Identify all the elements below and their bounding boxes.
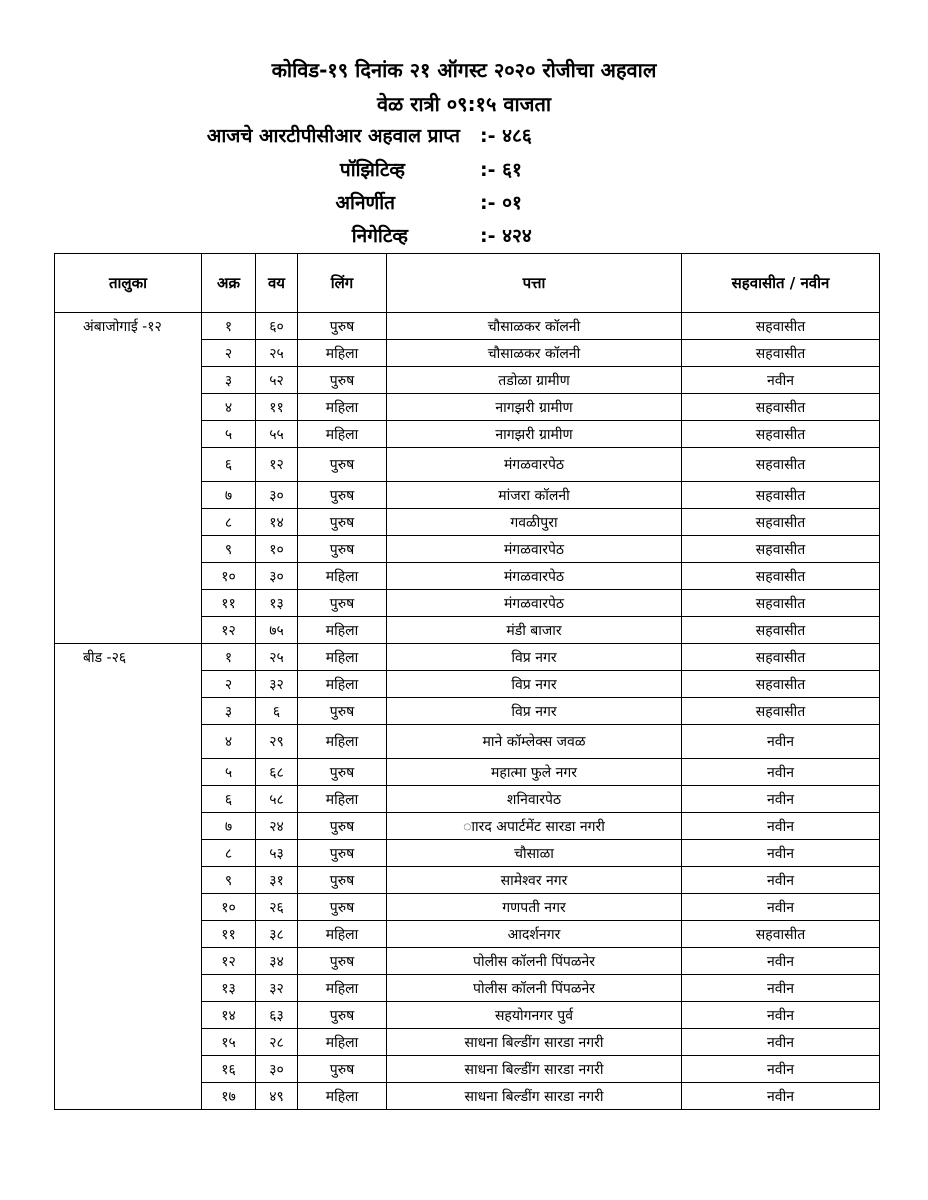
- header-age: वय: [256, 254, 298, 313]
- cell-age: १३: [256, 590, 298, 617]
- cell-taluka: [55, 617, 202, 644]
- header-serial: अक्र: [202, 254, 256, 313]
- cell-serial: १: [202, 644, 256, 671]
- cell-taluka: [55, 448, 202, 482]
- table-row: [55, 1083, 880, 1110]
- cell-serial: १३: [202, 975, 256, 1002]
- cell-status: सहवासीत: [682, 536, 880, 563]
- cell-taluka: [55, 759, 202, 786]
- cell-gender: महिला: [298, 617, 387, 644]
- cell-age: १४: [256, 509, 298, 536]
- cell-serial: ९: [202, 867, 256, 894]
- cell-serial: १०: [202, 894, 256, 921]
- table-row: [55, 394, 880, 421]
- header-status: सहवासीत / नवीन: [682, 254, 880, 313]
- cell-status: नवीन: [682, 786, 880, 813]
- header-address: पत्ता: [387, 254, 682, 313]
- cell-serial: १२: [202, 617, 256, 644]
- cell-status: सहवासीत: [682, 509, 880, 536]
- cell-address: ाारद अपार्टमेंट सारडा नगरी: [387, 813, 682, 840]
- cell-serial: ५: [202, 421, 256, 448]
- cell-status: नवीन: [682, 975, 880, 1002]
- cell-address: गवळीपुरा: [387, 509, 682, 536]
- cell-taluka: [55, 671, 202, 698]
- cell-address: पोलीस कॉलनी पिंपळनेर: [387, 948, 682, 975]
- cell-address: गणपती नगर: [387, 894, 682, 921]
- cell-status: नवीन: [682, 813, 880, 840]
- cell-age: ५२: [256, 367, 298, 394]
- summary-positive-row: [0, 156, 928, 186]
- cell-serial: १२: [202, 948, 256, 975]
- cell-status: सहवासीत: [682, 340, 880, 367]
- cell-status: सहवासीत: [682, 590, 880, 617]
- cell-address: नागझरी ग्रामीण: [387, 421, 682, 448]
- table-row: [55, 840, 880, 867]
- table-row: [55, 1056, 880, 1083]
- cell-taluka: [55, 975, 202, 1002]
- table-row: [55, 867, 880, 894]
- cell-taluka: [55, 394, 202, 421]
- cell-gender: महिला: [298, 671, 387, 698]
- cell-status: नवीन: [682, 1056, 880, 1083]
- cell-taluka: अंबाजोगाई -१२: [55, 313, 202, 340]
- cell-serial: १०: [202, 563, 256, 590]
- cell-address: तडोळा ग्रामीण: [387, 367, 682, 394]
- cell-gender: महिला: [298, 394, 387, 421]
- summary-negative-value: :- ४२४: [480, 225, 532, 247]
- cell-serial: ५: [202, 759, 256, 786]
- cell-address: महात्मा फुले नगर: [387, 759, 682, 786]
- cell-status: सहवासीत: [682, 921, 880, 948]
- cell-gender: महिला: [298, 725, 387, 759]
- cell-status: नवीन: [682, 725, 880, 759]
- cell-taluka: [55, 1029, 202, 1056]
- cell-serial: १: [202, 313, 256, 340]
- cell-taluka: [55, 894, 202, 921]
- cell-status: नवीन: [682, 948, 880, 975]
- cell-age: ३२: [256, 975, 298, 1002]
- cell-status: नवीन: [682, 367, 880, 394]
- cell-taluka: [55, 590, 202, 617]
- cell-serial: ३: [202, 367, 256, 394]
- cell-taluka: [55, 1002, 202, 1029]
- table-row: [55, 563, 880, 590]
- cases-table: [54, 253, 880, 1110]
- report-time: वेळ रात्री ०९:१५ वाजता: [376, 92, 552, 116]
- cell-taluka: [55, 340, 202, 367]
- cell-age: ११: [256, 394, 298, 421]
- cell-status: सहवासीत: [682, 698, 880, 725]
- cell-address: साधना बिल्डींग सारडा नगरी: [387, 1083, 682, 1110]
- cell-address: सहयोगनगर पुर्व: [387, 1002, 682, 1029]
- cell-address: नागझरी ग्रामीण: [387, 394, 682, 421]
- cell-taluka: [55, 509, 202, 536]
- cell-age: ६०: [256, 313, 298, 340]
- cell-serial: ७: [202, 482, 256, 509]
- header-gender: लिंग: [298, 254, 387, 313]
- cell-gender: महिला: [298, 1083, 387, 1110]
- cell-taluka: [55, 725, 202, 759]
- table-row: [55, 948, 880, 975]
- cell-address: मंगळवारपेठ: [387, 536, 682, 563]
- cell-age: ३०: [256, 482, 298, 509]
- cell-age: ६: [256, 698, 298, 725]
- table-row: [55, 509, 880, 536]
- cell-gender: पुरुष: [298, 948, 387, 975]
- cell-serial: २: [202, 340, 256, 367]
- cell-gender: महिला: [298, 340, 387, 367]
- cell-serial: ६: [202, 448, 256, 482]
- cell-age: ३८: [256, 921, 298, 948]
- cell-address: साधना बिल्डींग सारडा नगरी: [387, 1029, 682, 1056]
- cell-gender: पुरुष: [298, 813, 387, 840]
- cell-address: विप्र नगर: [387, 671, 682, 698]
- cell-taluka: [55, 421, 202, 448]
- cell-gender: पुरुष: [298, 840, 387, 867]
- table-row: [55, 536, 880, 563]
- table-row: [55, 590, 880, 617]
- cell-taluka: बीड -२६: [55, 644, 202, 671]
- cell-serial: २: [202, 671, 256, 698]
- cell-gender: पुरुष: [298, 894, 387, 921]
- summary-inconclusive-label: अनिर्णीत: [335, 192, 395, 214]
- cell-address: चौसाळकर कॉलनी: [387, 340, 682, 367]
- cell-address: आदर्शनगर: [387, 921, 682, 948]
- cell-taluka: [55, 698, 202, 725]
- table-row: [55, 921, 880, 948]
- cell-gender: महिला: [298, 421, 387, 448]
- cell-age: २४: [256, 813, 298, 840]
- cell-address: मांजरा कॉलनी: [387, 482, 682, 509]
- table-row: [55, 367, 880, 394]
- table-row: [55, 759, 880, 786]
- cell-age: ५५: [256, 421, 298, 448]
- cell-status: सहवासीत: [682, 313, 880, 340]
- cell-serial: १६: [202, 1056, 256, 1083]
- table-row: [55, 421, 880, 448]
- cell-gender: पुरुष: [298, 536, 387, 563]
- cell-age: २८: [256, 1029, 298, 1056]
- cell-serial: ४: [202, 725, 256, 759]
- cell-serial: ११: [202, 590, 256, 617]
- cell-status: सहवासीत: [682, 448, 880, 482]
- cell-gender: पुरुष: [298, 509, 387, 536]
- cell-age: ३४: [256, 948, 298, 975]
- table-row: [55, 1002, 880, 1029]
- cell-address: चौसाळकर कॉलनी: [387, 313, 682, 340]
- cell-age: ५८: [256, 786, 298, 813]
- cell-address: साधना बिल्डींग सारडा नगरी: [387, 1056, 682, 1083]
- cell-age: २५: [256, 340, 298, 367]
- cell-gender: महिला: [298, 563, 387, 590]
- cell-status: नवीन: [682, 1083, 880, 1110]
- cell-status: नवीन: [682, 867, 880, 894]
- cell-age: २५: [256, 644, 298, 671]
- cell-gender: महिला: [298, 644, 387, 671]
- cell-age: ३२: [256, 671, 298, 698]
- summary-inconclusive-value: :- ०१: [480, 192, 522, 214]
- table-row: [55, 894, 880, 921]
- cell-serial: १५: [202, 1029, 256, 1056]
- cell-serial: ११: [202, 921, 256, 948]
- cell-serial: ८: [202, 840, 256, 867]
- cell-gender: पुरुष: [298, 448, 387, 482]
- cell-age: २६: [256, 894, 298, 921]
- cell-age: ३१: [256, 867, 298, 894]
- cell-gender: पुरुष: [298, 1002, 387, 1029]
- cell-gender: पुरुष: [298, 367, 387, 394]
- table-row: [55, 482, 880, 509]
- cell-gender: पुरुष: [298, 698, 387, 725]
- cell-address: मंगळवारपेठ: [387, 590, 682, 617]
- cell-age: ५३: [256, 840, 298, 867]
- cell-status: नवीन: [682, 840, 880, 867]
- cell-age: २९: [256, 725, 298, 759]
- cell-taluka: [55, 367, 202, 394]
- cell-serial: ३: [202, 698, 256, 725]
- cell-gender: पुरुष: [298, 590, 387, 617]
- cell-taluka: [55, 536, 202, 563]
- cell-address: मंगळवारपेठ: [387, 563, 682, 590]
- cell-status: सहवासीत: [682, 421, 880, 448]
- summary-negative-label: निगेटिव्ह: [351, 225, 408, 247]
- table-row: [55, 786, 880, 813]
- cell-serial: १७: [202, 1083, 256, 1110]
- cell-gender: महिला: [298, 921, 387, 948]
- cell-address: पोलीस कॉलनी पिंपळनेर: [387, 975, 682, 1002]
- cell-serial: ८: [202, 509, 256, 536]
- summary-received-value: :- ४८६: [480, 125, 532, 147]
- cell-gender: पुरुष: [298, 1056, 387, 1083]
- cell-taluka: [55, 867, 202, 894]
- cell-status: सहवासीत: [682, 617, 880, 644]
- cell-serial: ६: [202, 786, 256, 813]
- cell-address: विप्र नगर: [387, 698, 682, 725]
- cell-gender: महिला: [298, 1029, 387, 1056]
- cell-taluka: [55, 840, 202, 867]
- summary-positive-value: :- ६१: [480, 159, 522, 181]
- table-row: [55, 698, 880, 725]
- cell-age: ६८: [256, 759, 298, 786]
- cell-status: नवीन: [682, 759, 880, 786]
- cell-age: ३०: [256, 1056, 298, 1083]
- table-row: [55, 617, 880, 644]
- summary-received-row: [0, 122, 928, 152]
- cell-age: ४९: [256, 1083, 298, 1110]
- cell-serial: १४: [202, 1002, 256, 1029]
- cell-address: शनिवारपेठ: [387, 786, 682, 813]
- header-taluka: तालुका: [55, 254, 202, 313]
- cell-status: सहवासीत: [682, 644, 880, 671]
- cell-status: सहवासीत: [682, 482, 880, 509]
- cell-age: १०: [256, 536, 298, 563]
- cell-taluka: [55, 482, 202, 509]
- cell-status: नवीन: [682, 1002, 880, 1029]
- cell-status: सहवासीत: [682, 671, 880, 698]
- cell-status: सहवासीत: [682, 563, 880, 590]
- report-title: कोविड-१९ दिनांक २१ ऑगस्ट २०२० रोजीचा अहवाल: [271, 58, 657, 82]
- cell-taluka: [55, 921, 202, 948]
- cell-address: विप्र नगर: [387, 644, 682, 671]
- table-row: [55, 975, 880, 1002]
- cell-address: मंडी बाजार: [387, 617, 682, 644]
- cell-status: नवीन: [682, 894, 880, 921]
- cell-taluka: [55, 948, 202, 975]
- table-header-row: [55, 254, 880, 313]
- table-row: [55, 313, 880, 340]
- cell-serial: ४: [202, 394, 256, 421]
- summary-positive-label: पॉझिटिव्ह: [339, 159, 405, 181]
- cell-gender: पुरुष: [298, 867, 387, 894]
- cell-age: ६३: [256, 1002, 298, 1029]
- cell-gender: महिला: [298, 786, 387, 813]
- cell-gender: पुरुष: [298, 482, 387, 509]
- summary-inconclusive-row: [0, 189, 928, 219]
- cell-gender: पुरुष: [298, 313, 387, 340]
- table-row: [55, 725, 880, 759]
- cell-status: सहवासीत: [682, 394, 880, 421]
- table-row: [55, 448, 880, 482]
- cell-taluka: [55, 813, 202, 840]
- cell-taluka: [55, 563, 202, 590]
- cell-taluka: [55, 786, 202, 813]
- cell-status: नवीन: [682, 1029, 880, 1056]
- table-row: [55, 671, 880, 698]
- cell-address: चौसाळा: [387, 840, 682, 867]
- table-row: [55, 813, 880, 840]
- table-row: [55, 644, 880, 671]
- cell-serial: ७: [202, 813, 256, 840]
- cell-address: माने कॉम्लेक्स जवळ: [387, 725, 682, 759]
- cell-serial: ९: [202, 536, 256, 563]
- cell-age: ३०: [256, 563, 298, 590]
- cell-address: सामेश्वर नगर: [387, 867, 682, 894]
- cell-taluka: [55, 1056, 202, 1083]
- cell-address: मंगळवारपेठ: [387, 448, 682, 482]
- cell-age: १२: [256, 448, 298, 482]
- table-row: [55, 1029, 880, 1056]
- cell-age: ७५: [256, 617, 298, 644]
- cell-gender: पुरुष: [298, 759, 387, 786]
- summary-negative-row: [0, 222, 928, 252]
- table-row: [55, 340, 880, 367]
- summary-received-label: आजचे आरटीपीसीआर अहवाल प्राप्त: [206, 125, 460, 147]
- cell-gender: महिला: [298, 975, 387, 1002]
- cell-taluka: [55, 1083, 202, 1110]
